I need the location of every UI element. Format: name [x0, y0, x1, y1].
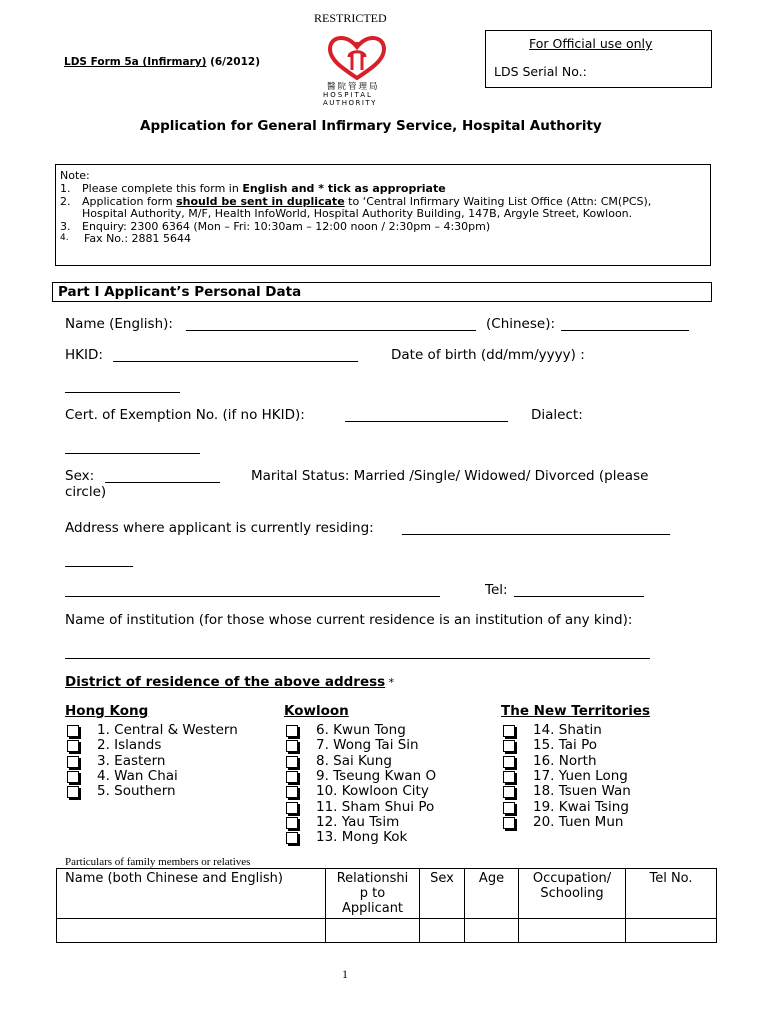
- district-option-label: 4. Wan Chai: [97, 767, 178, 784]
- district-checkbox[interactable]: [67, 756, 79, 768]
- address-field-line3[interactable]: [65, 596, 440, 597]
- tel-label: Tel:: [485, 582, 508, 598]
- note-3: Enquiry: 2300 6364 (Mon – Fri: 10:30am – 12:00 noon / 2:30pm – 4:30pm): [82, 220, 491, 233]
- district-checkbox[interactable]: [503, 771, 515, 783]
- district-option-label: 17. Yuen Long: [533, 767, 628, 784]
- col-relationship-header: Relationshi p to Applicant: [326, 869, 420, 919]
- cell-sex[interactable]: [420, 919, 465, 943]
- district-checkbox[interactable]: [67, 786, 79, 798]
- dob-label: Date of birth (dd/mm/yyyy) :: [391, 347, 585, 363]
- family-table-caption: Particulars of family members or relatives: [65, 856, 251, 868]
- sex-field[interactable]: [105, 482, 220, 483]
- page-number: 1: [342, 967, 348, 981]
- marital-status-label[interactable]: Marital Status: Married /Single/ Widowed/ Divorced (please: [251, 468, 649, 484]
- col-age-header: Age: [465, 869, 519, 919]
- cell-name[interactable]: [57, 919, 326, 943]
- district-checkbox[interactable]: [286, 817, 298, 829]
- note-4: Fax No.: 2881 5644: [84, 232, 192, 245]
- cell-occupation[interactable]: [519, 919, 626, 943]
- district-checkbox[interactable]: [67, 725, 79, 737]
- sex-label: Sex:: [65, 468, 95, 484]
- district-heading: District of residence of the above address *: [65, 674, 395, 690]
- hkid-field[interactable]: [113, 361, 358, 362]
- dialect-label: Dialect:: [531, 407, 583, 423]
- district-checkbox[interactable]: [503, 756, 515, 768]
- district-option-label: 13. Mong Kok: [316, 829, 408, 846]
- district-option-label: 9. Tseung Kwan O: [316, 767, 437, 784]
- name-english-label: Name (English):: [65, 316, 173, 332]
- district-option-label: 5. Southern: [97, 783, 176, 800]
- district-option-label: 20. Tuen Mun: [533, 813, 624, 830]
- col-occupation-header: Occupation/ Schooling: [519, 869, 626, 919]
- district-checkbox[interactable]: [286, 786, 298, 798]
- district-option-label: 14. Shatin: [533, 722, 602, 738]
- cell-age[interactable]: [465, 919, 519, 943]
- address-label: Address where applicant is currently residing:: [65, 520, 374, 536]
- district-option-label: 8. Sai Kung: [316, 752, 392, 769]
- note-2-cont: Hospital Authority, M/F, Health InfoWorld, Hospital Authority Building, 147B, Argyle Street, Kowloon.: [82, 207, 633, 220]
- dob-field[interactable]: [65, 392, 180, 393]
- district-checkbox[interactable]: [286, 740, 298, 752]
- serial-no-label: LDS Serial No.:: [494, 64, 587, 79]
- district-checkbox[interactable]: [67, 740, 79, 752]
- table-header-row: [57, 869, 717, 919]
- district-checkbox[interactable]: [503, 817, 515, 829]
- district-option-label: 7. Wong Tai Sin: [316, 737, 419, 754]
- district-option-label: 1. Central & Western: [97, 722, 238, 738]
- hkid-label: HKID:: [65, 347, 103, 363]
- district-option-label: 11. Sham Shui Po: [316, 798, 435, 815]
- note-number: 4.: [60, 233, 69, 243]
- table-row: [57, 919, 717, 943]
- hospital-authority-logo: [322, 36, 392, 108]
- heart-logo-icon: [322, 36, 392, 82]
- tel-field[interactable]: [514, 596, 644, 597]
- part1-header-box: [52, 282, 712, 302]
- district-checkbox[interactable]: [286, 832, 298, 844]
- cert-exemption-label: Cert. of Exemption No. (if no HKID):: [65, 407, 305, 423]
- kowloon-heading: Kowloon: [284, 703, 349, 719]
- note-number: 3.: [60, 220, 71, 233]
- district-checkbox[interactable]: [286, 756, 298, 768]
- district-checkbox[interactable]: [503, 740, 515, 752]
- address-field-line1[interactable]: [402, 534, 670, 535]
- official-use-title: For Official use only: [529, 36, 653, 51]
- col-name-header: Name (both Chinese and English): [57, 869, 326, 919]
- family-members-table: [56, 868, 717, 943]
- part1-heading: Part I Applicant’s Personal Data: [58, 284, 302, 300]
- name-chinese-field[interactable]: [561, 330, 689, 331]
- note-2: Application form should be sent in duplicate to ‘Central Infirmary Waiting List Office (Attn: CM(PCS),: [82, 195, 652, 208]
- district-option-label: 10. Kowloon City: [316, 783, 429, 800]
- district-checkbox[interactable]: [286, 802, 298, 814]
- col-tel-header: Tel No.: [626, 869, 717, 919]
- notes-heading: Note:: [60, 169, 90, 182]
- district-option-label: 12. Yau Tsim: [316, 813, 400, 830]
- col-sex-header: Sex: [420, 869, 465, 919]
- logo-text-hospital: HOSPITAL: [323, 91, 373, 99]
- note-number: 2.: [60, 195, 71, 208]
- district-checkbox[interactable]: [503, 802, 515, 814]
- district-checkbox[interactable]: [67, 771, 79, 783]
- form-code: LDS Form 5a (Infirmary) (6/2012): [64, 56, 261, 68]
- official-use-box: [485, 30, 712, 88]
- logo-text-cn: 醫院管理局: [327, 82, 380, 92]
- institution-field[interactable]: [65, 658, 650, 659]
- district-option-label: 3. Eastern: [97, 752, 166, 769]
- district-option-label: 6. Kwun Tong: [316, 722, 406, 738]
- cert-exemption-field[interactable]: [345, 421, 508, 422]
- district-option-label: 2. Islands: [97, 737, 162, 754]
- district-option-label: 16. North: [533, 752, 597, 769]
- hong-kong-heading: Hong Kong: [65, 703, 149, 719]
- institution-label: Name of institution (for those whose current residence is an institution of any kind):: [65, 612, 633, 628]
- district-option-label: 15. Tai Po: [533, 737, 598, 754]
- restricted-label: RESTRICTED: [314, 11, 387, 25]
- note-number: 1.: [60, 182, 71, 195]
- district-checkbox[interactable]: [286, 725, 298, 737]
- cell-tel[interactable]: [626, 919, 717, 943]
- form-title: Application for General Infirmary Service, Hospital Authority: [140, 118, 602, 134]
- new-territories-heading: The New Territories: [501, 703, 651, 719]
- district-option-label: 19. Kwai Tsing: [533, 798, 629, 815]
- district-option-label: 18. Tsuen Wan: [533, 783, 631, 800]
- cell-relationship[interactable]: [326, 919, 420, 943]
- logo-text-authority: AUTHORITY: [323, 99, 377, 107]
- district-checkbox[interactable]: [503, 786, 515, 798]
- district-checkbox[interactable]: [286, 771, 298, 783]
- address-field-line2[interactable]: [65, 566, 133, 567]
- note-1: Please complete this form in English and * tick as appropriate: [82, 182, 446, 195]
- name-english-field[interactable]: [186, 330, 476, 331]
- marital-status-label-cont: circle): [65, 484, 107, 500]
- name-chinese-label: (Chinese):: [486, 316, 556, 332]
- district-checkbox[interactable]: [503, 725, 515, 737]
- dialect-field[interactable]: [65, 453, 200, 454]
